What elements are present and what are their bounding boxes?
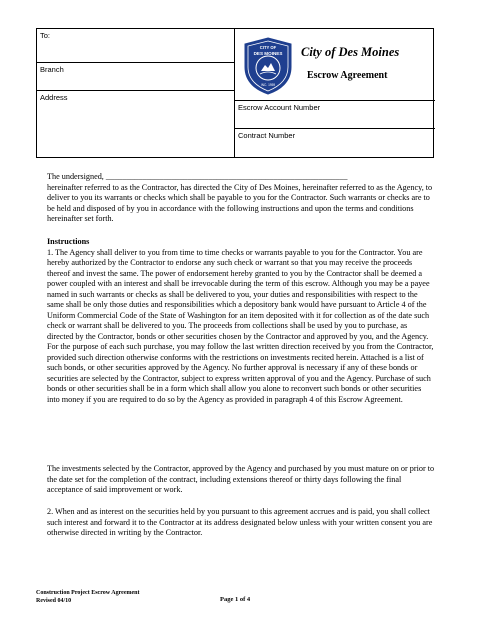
instruction-paragraph-1: 1. The Agency shall deliver to you from time to time checks or warrants payable to you for the Contractor. You are hereby authorized by the Contractor to endorse any such check or warrant so that you may receive the proceeds thereof and invest the same. The power of endorsement hereby granted to you by the Contractor shall be deemed a power coupled with an interest and shall be irrevocable during the term of this escrow. Although you may be a payee named in such warrants or checks as shall be delivered to you, your duties and responsibilities with respect to the same shall be only those duties and responsibilities which a depository bank would have pursuant to Article 4 of the Uniform Commercial Code of the State of Washington for an item deposited with it for collection as of the date such check or warrant shall be delivered to you. The proceeds from collections shall be used by you to purchase, as directed by the Contractor, bonds or other securities chosen by the Contractor and approved by you, and the Agency. For the purpose of each such purchase, you may follow the last written direction received by you from the Contractor, provided such direction otherwise conforms with the restrictions on investments recited herein. Attached is a list of such bonds, or other securities approved by the Agency. No further approval is necessary if any of these bonds or securities are selected by the Contractor, subject to express written approval of you and the Agency. Purchase of such bonds or other securities shall be in a form which shall allow you alone to reconvert such bonds or other securities into money if you are required to do so by the Agency as provided in paragraph 4 of this Escrow Agreement. <box>47 247 434 404</box>
header-table <box>36 28 434 158</box>
contract-number-field[interactable] <box>235 129 435 159</box>
instruction-paragraph-2: 2. When and as interest on the securities held by you pursuant to this agreement accrues and is paid, you shall collect such interest and forward it to the Contractor at its address designated below unless with your written consent you are otherwise directed in writing by the Contractor. <box>47 507 433 537</box>
seal-text-main: DES MOINES <box>253 51 283 56</box>
interest-section <box>47 507 435 539</box>
address-label: Address <box>40 93 68 102</box>
recipient-column <box>37 29 235 157</box>
to-label: To: <box>40 31 51 40</box>
footer-form-title: Construction Project Escrow Agreement <box>36 590 140 596</box>
seal-text-top: CITY OF <box>259 45 277 50</box>
instructions-heading: Instructions <box>47 237 90 246</box>
footer-revised: Revised 04/10 <box>36 598 72 604</box>
city-title: City of Des Moines <box>301 45 400 59</box>
document-title: Escrow Agreement <box>307 70 388 81</box>
footer-form-info <box>36 589 139 605</box>
escrow-account-label: Escrow Account Number <box>238 103 321 112</box>
seal-text-bottom: INC. 1959 <box>260 83 276 87</box>
investments-paragraph: The investments selected by the Contractor, approved by the Agency and purchased by you must mature on or prior to the date set for the completion of the contract, including extensions thereof or thirty days following the final acceptance of said improvement or work. <box>47 464 435 494</box>
escrow-account-field[interactable] <box>235 101 435 129</box>
to-field[interactable] <box>37 29 234 63</box>
address-field[interactable] <box>37 91 234 159</box>
branch-label: Branch <box>40 65 64 74</box>
intro-section <box>47 172 435 225</box>
title-box <box>235 29 435 101</box>
contract-number-label: Contract Number <box>238 131 296 140</box>
city-seal-logo <box>243 37 293 95</box>
page-number: Page 1 of 4 <box>220 596 251 603</box>
instructions-section <box>47 237 435 405</box>
intro-paragraph: hereinafter referred to as the Contractor, has directed the City of Des Moines, hereinafter referred to as the Agency, to deliver to you its warrants or checks which shall be payable to you for the Contractor. Such warrants or checks are to be held and disposed of by you in accordance with the following instructions and upon the terms and conditions hereinafter set forth. <box>47 182 433 223</box>
undersigned-line: The undersigned, ___________________________________________________________ <box>47 172 348 181</box>
title-column <box>235 29 435 157</box>
investments-section <box>47 464 435 496</box>
branch-field[interactable] <box>37 63 234 91</box>
